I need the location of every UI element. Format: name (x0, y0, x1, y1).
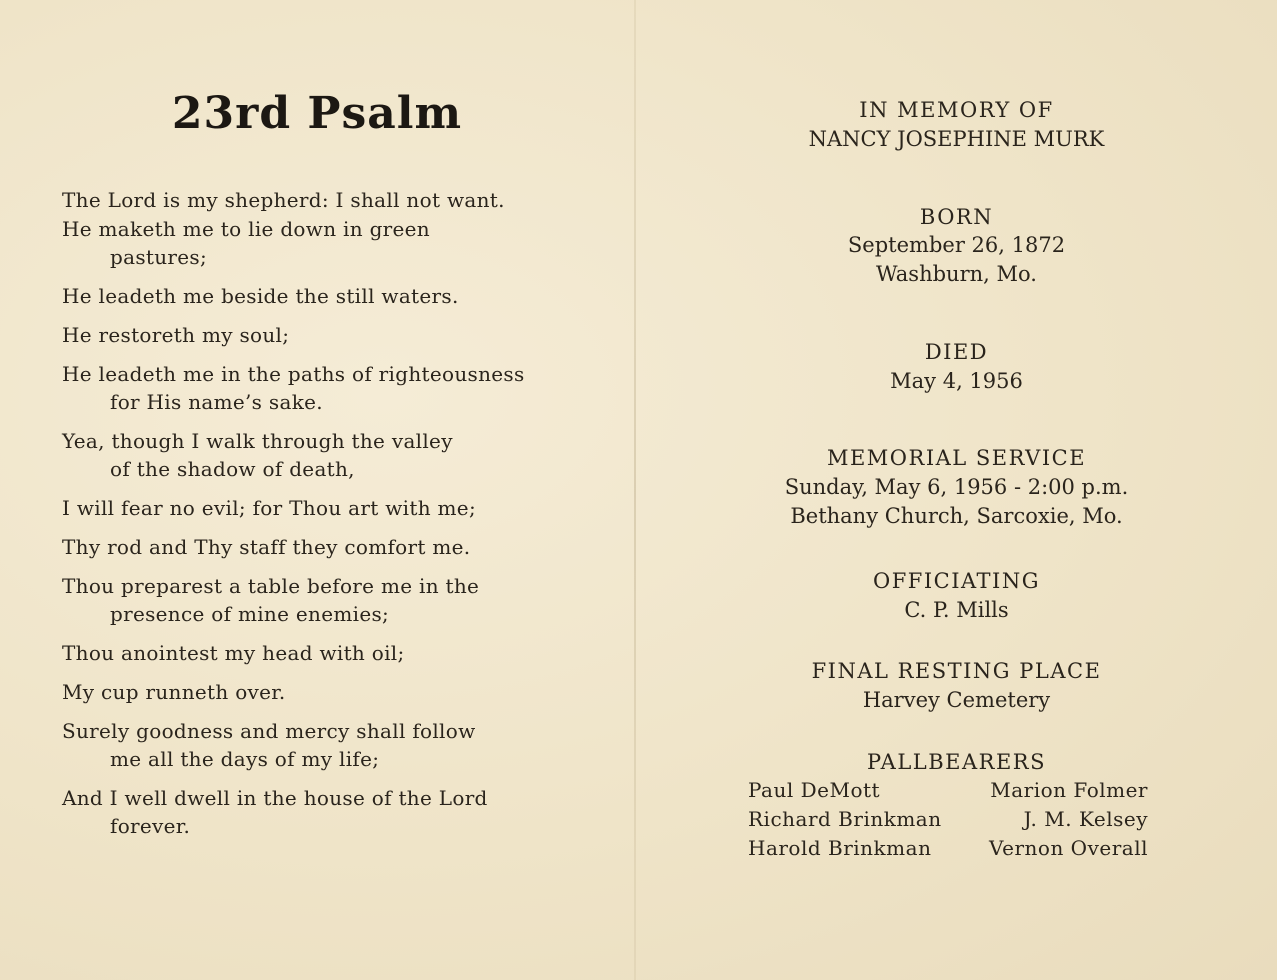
verse-line: Thy rod and Thy staff they comfort me. (62, 535, 471, 559)
verse-line: Yea, though I walk through the valley (62, 429, 453, 453)
verse-line: He leadeth me beside the still waters. (62, 284, 459, 308)
verse-line: He maketh me to lie down in green (62, 217, 430, 241)
psalm-verse (62, 186, 582, 214)
psalm-verse (62, 282, 582, 310)
verse-line: I will fear no evil; for Thou art with me; (62, 496, 476, 520)
psalm-verse (62, 717, 582, 773)
psalm-verses (62, 186, 582, 851)
verse-line: He restoreth my soul; (62, 323, 290, 347)
verse-line: And I well dwell in the house of the Lord (62, 786, 488, 810)
right-panel (636, 0, 1277, 980)
service-place: Bethany Church, Sarcoxie, Mo. (790, 504, 1123, 528)
verse-line: Thou anointest my head with oil; (62, 641, 405, 665)
psalm-verse (62, 784, 582, 840)
resting-place: Harvey Cemetery (862, 688, 1051, 712)
memory-heading: IN MEMORY OF (859, 98, 1054, 122)
service-label: MEMORIAL SERVICE (826, 446, 1087, 470)
verse-line-continued: presence of mine enemies; (110, 602, 390, 626)
verse-line-continued: of the shadow of death, (110, 457, 355, 481)
psalm-verse (62, 427, 582, 483)
psalm-verse (62, 360, 582, 416)
born-place: Washburn, Mo. (876, 262, 1037, 286)
officiant-name: C. P. Mills (904, 598, 1009, 622)
resting-place-label: FINAL RESTING PLACE (811, 659, 1102, 683)
pallbearer: Richard Brinkman (748, 807, 942, 831)
psalm-verse (62, 215, 582, 271)
verse-line: My cup runneth over. (62, 680, 286, 704)
verse-line-continued: me all the days of my life; (110, 747, 380, 771)
psalm-verse (62, 533, 582, 561)
verse-line-continued: pastures; (110, 245, 208, 269)
left-panel (0, 0, 634, 980)
pallbearer-row (748, 834, 1148, 863)
verse-line: He leadeth me in the paths of righteousness (62, 362, 525, 386)
verse-line: Thou preparest a table before me in the (62, 574, 480, 598)
pallbearer: Vernon Overall (989, 836, 1148, 860)
service-date: Sunday, May 6, 1956 - 2:00 p.m. (784, 475, 1129, 499)
deceased-name: NANCY JOSEPHINE MURK (808, 127, 1105, 151)
pallbearer: J. M. Kelsey (1023, 807, 1148, 831)
psalm-verse (62, 494, 582, 522)
verse-line-continued: for His name’s sake. (110, 390, 323, 414)
pallbearer-row (748, 776, 1148, 805)
verse-line-continued: forever. (110, 814, 191, 838)
officiating-label: OFFICIATING (873, 569, 1040, 593)
pallbearer: Marion Folmer (990, 778, 1148, 802)
verse-line: The Lord is my shepherd: I shall not want. (62, 188, 505, 212)
pallbearers-list (748, 776, 1148, 863)
psalm-verse (62, 678, 582, 706)
psalm-verse (62, 639, 582, 667)
born-label: BORN (919, 205, 994, 229)
verse-line: Surely goodness and mercy shall follow (62, 719, 476, 743)
pallbearers-label: PALLBEARERS (866, 750, 1047, 774)
pallbearer: Paul DeMott (748, 778, 881, 802)
psalm-verse (62, 321, 582, 349)
died-label: DIED (924, 340, 989, 364)
pallbearer-row (748, 805, 1148, 834)
psalm-verse (62, 572, 582, 628)
died-date: May 4, 1956 (890, 369, 1023, 393)
psalm-title: 23rd Psalm (171, 88, 463, 139)
pallbearer: Harold Brinkman (748, 836, 932, 860)
born-date: September 26, 1872 (847, 233, 1066, 257)
